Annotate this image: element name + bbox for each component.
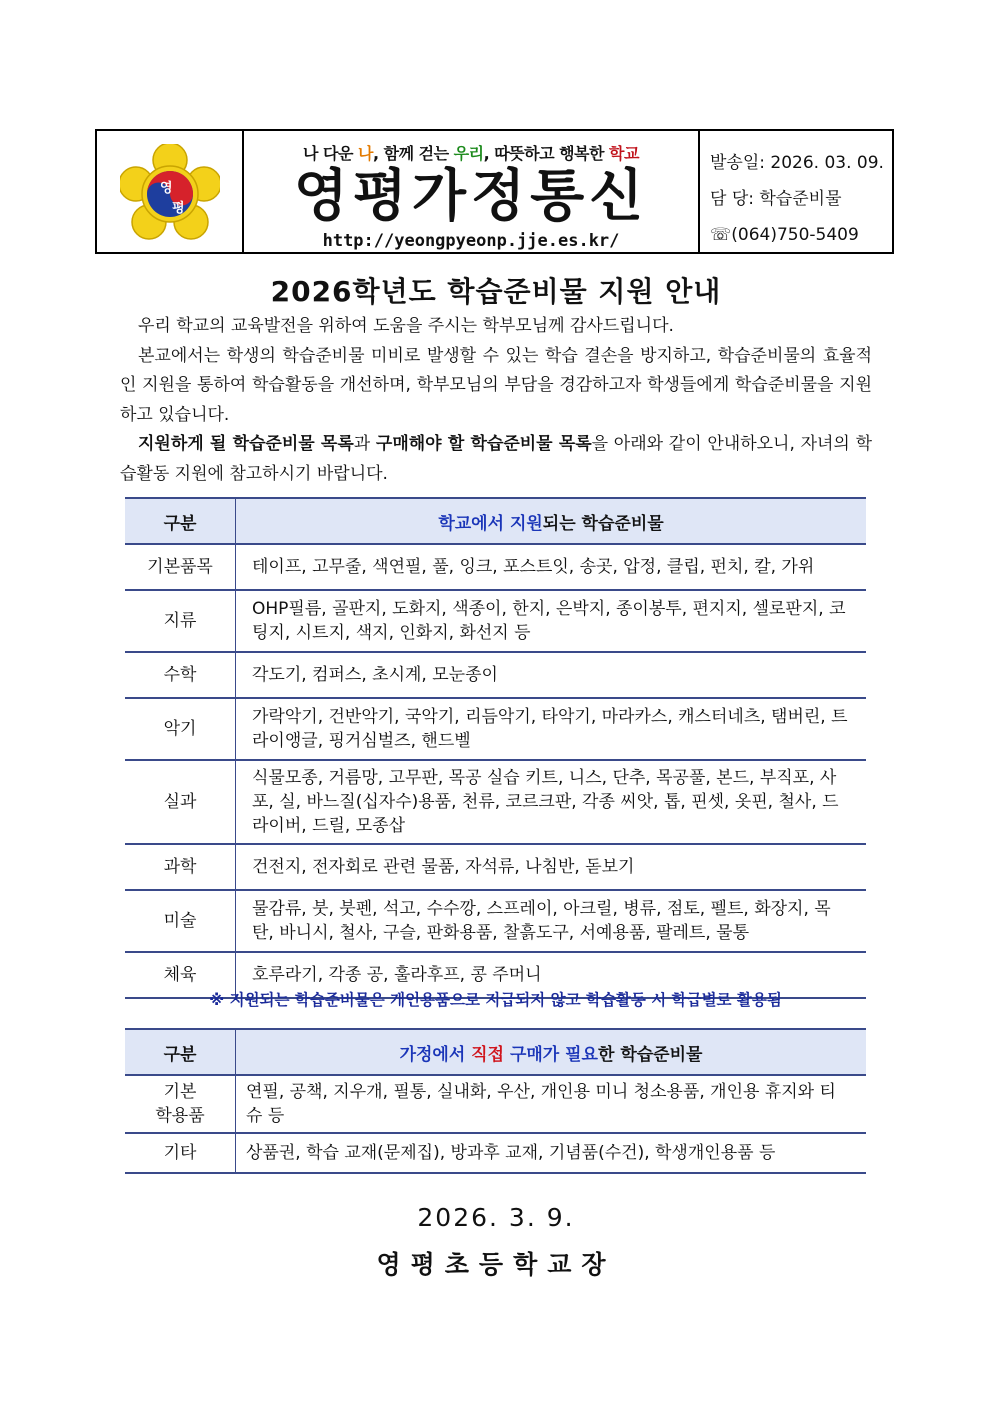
principal-signature: 영평초등학교장 [376, 1250, 616, 1279]
table-row [125, 890, 866, 952]
row-items: 가락악기, 건반악기, 국악기, 리듬악기, 타악기, 마라카스, 캐스터네츠, 탬버린, 트라이앵글, 핑거심벌즈, 핸드벨 [236, 698, 867, 760]
paragraph-guide [120, 430, 872, 489]
school-emblem-icon [120, 144, 220, 240]
table-row [125, 1075, 866, 1133]
row-items: 호루라기, 각종 공, 훌라후프, 콩 주머니 [236, 952, 867, 998]
row-items: 건전지, 전자회로 관련 물품, 자석류, 나침반, 돋보기 [236, 844, 867, 890]
row-items: OHP필름, 골판지, 도화지, 색종이, 한지, 은박지, 종이봉투, 편지지, 셀로판지, 코팅지, 시트지, 색지, 인화지, 화선지 등 [236, 590, 867, 652]
header-fragment: 가정에서 [399, 1044, 472, 1065]
table-row [125, 544, 866, 590]
support-note: ※ 지원되는 학습준비물은 개인용품으로 지급되지 않고 학습활동 시 학급별로 활용됨 [209, 991, 782, 1009]
row-category: 기본 학용품 [125, 1075, 236, 1133]
slogan-part: , 따뜻하고 행복한 [483, 144, 610, 163]
slogan-part: 나 다운 [303, 144, 359, 163]
document-title: 2026학년도 학습준비물 지원 안내 [270, 275, 722, 308]
category-header: 구분 [125, 1029, 236, 1075]
row-category: 지류 [125, 590, 236, 652]
header-fragment: 되는 학습준비물 [542, 513, 664, 534]
purchase-supplies-table [125, 1028, 866, 1174]
masthead-cell [244, 131, 700, 252]
items-header [236, 498, 867, 544]
row-category: 과학 [125, 844, 236, 890]
row-category: 기타 [125, 1133, 236, 1173]
table-row [125, 590, 866, 652]
slogan-highlight-me: 나 [358, 144, 374, 163]
contact-phone: ☏(064)750-5409 [710, 225, 859, 245]
school-url-link[interactable]: http://yeongpyeonp.jje.es.kr/ [322, 231, 620, 251]
emblem-char-bottom: 평 [171, 200, 185, 216]
school-slogan [303, 141, 639, 164]
intro-text [120, 312, 872, 489]
text-fragment: 과 [353, 434, 376, 454]
table-header-row [125, 1029, 866, 1075]
row-items: 연필, 공책, 지우개, 필통, 실내화, 우산, 개인용 미니 청소용품, 개인용 휴지와 티슈 등 [236, 1075, 867, 1133]
newsletter-masthead: 영평가정통신 [293, 164, 649, 229]
table-row [125, 698, 866, 760]
issue-date: 발송일: 2026. 03. 09. [710, 153, 884, 173]
school-logo-cell [97, 131, 244, 252]
text-fragment: 을 아래와 같이 안내하오니, 자녀의 학습활동 지원에 참고하시기 바랍니다. [120, 434, 872, 484]
row-items: 식물모종, 거름망, 고무판, 목공 실습 키트, 니스, 단추, 목공풀, 본드, 부직포, 사포, 실, 바느질(십자수)용품, 천류, 코르크판, 각종 씨앗, 톱, 핀셋, 옷핀, 철사, 드라이버, 드릴, 모종삽 [236, 760, 867, 844]
slogan-highlight-school: 학교 [609, 144, 639, 163]
row-category: 수학 [125, 652, 236, 698]
header-fragment: 구매가 필요 [504, 1044, 598, 1065]
contact-person: 담 당: 학습준비물 [710, 189, 842, 209]
row-category: 미술 [125, 890, 236, 952]
row-items: 물감류, 붓, 붓펜, 석고, 수수깡, 스프레이, 아크릴, 병류, 점토, 펠트, 화장지, 목탄, 바니시, 철사, 구슬, 판화용품, 찰흙도구, 서예용품, 팔레트, 물통 [236, 890, 867, 952]
row-category: 실과 [125, 760, 236, 844]
header-fragment: 한 학습준비물 [597, 1044, 703, 1065]
footer-date: 2026. 3. 9. [417, 1203, 575, 1232]
emblem-char-top: 영 [159, 180, 173, 196]
header-fragment: 직접 [471, 1044, 505, 1065]
row-category: 체육 [125, 952, 236, 998]
paragraph-purpose: 본교에서는 학생의 학습준비물 미비로 발생할 수 있는 학습 결손을 방지하고, 학습준비물의 효율적인 지원을 통하여 학습활동을 개선하며, 학부모님의 부담을 경감하고자 학생들에게 학습준비물을 지원하고 있습니다. [120, 345, 872, 425]
header-fragment: 지원 [509, 513, 543, 534]
header-fragment: 학교에서 [438, 513, 510, 534]
items-header [236, 1029, 867, 1075]
table-row [125, 844, 866, 890]
table-row [125, 1133, 866, 1173]
supported-supplies-table [125, 497, 866, 999]
table-row [125, 652, 866, 698]
row-items: 각도기, 컴퍼스, 초시계, 모눈종이 [236, 652, 867, 698]
bold-purchase-list: 구매해야 할 학습준비물 목록 [375, 434, 592, 454]
row-category: 기본품목 [125, 544, 236, 590]
issue-info-cell [700, 131, 892, 252]
table-row [125, 760, 866, 844]
row-items: 상품권, 학습 교재(문제집), 방과후 교재, 기념품(수건), 학생개인용품 등 [236, 1133, 867, 1173]
slogan-highlight-us: 우리 [453, 144, 484, 163]
row-items: 테이프, 고무줄, 색연필, 풀, 잉크, 포스트잇, 송곳, 압정, 클립, 펀치, 칼, 가위 [236, 544, 867, 590]
slogan-part: , 함께 걷는 [373, 144, 454, 163]
bold-supported-list: 지원하게 될 학습준비물 목록 [138, 434, 354, 454]
paragraph-thanks: 우리 학교의 교육발전을 위하여 도움을 주시는 학부모님께 감사드립니다. [138, 316, 674, 336]
category-header: 구분 [125, 498, 236, 544]
row-category: 악기 [125, 698, 236, 760]
newsletter-header [95, 129, 894, 254]
table-header-row [125, 498, 866, 544]
